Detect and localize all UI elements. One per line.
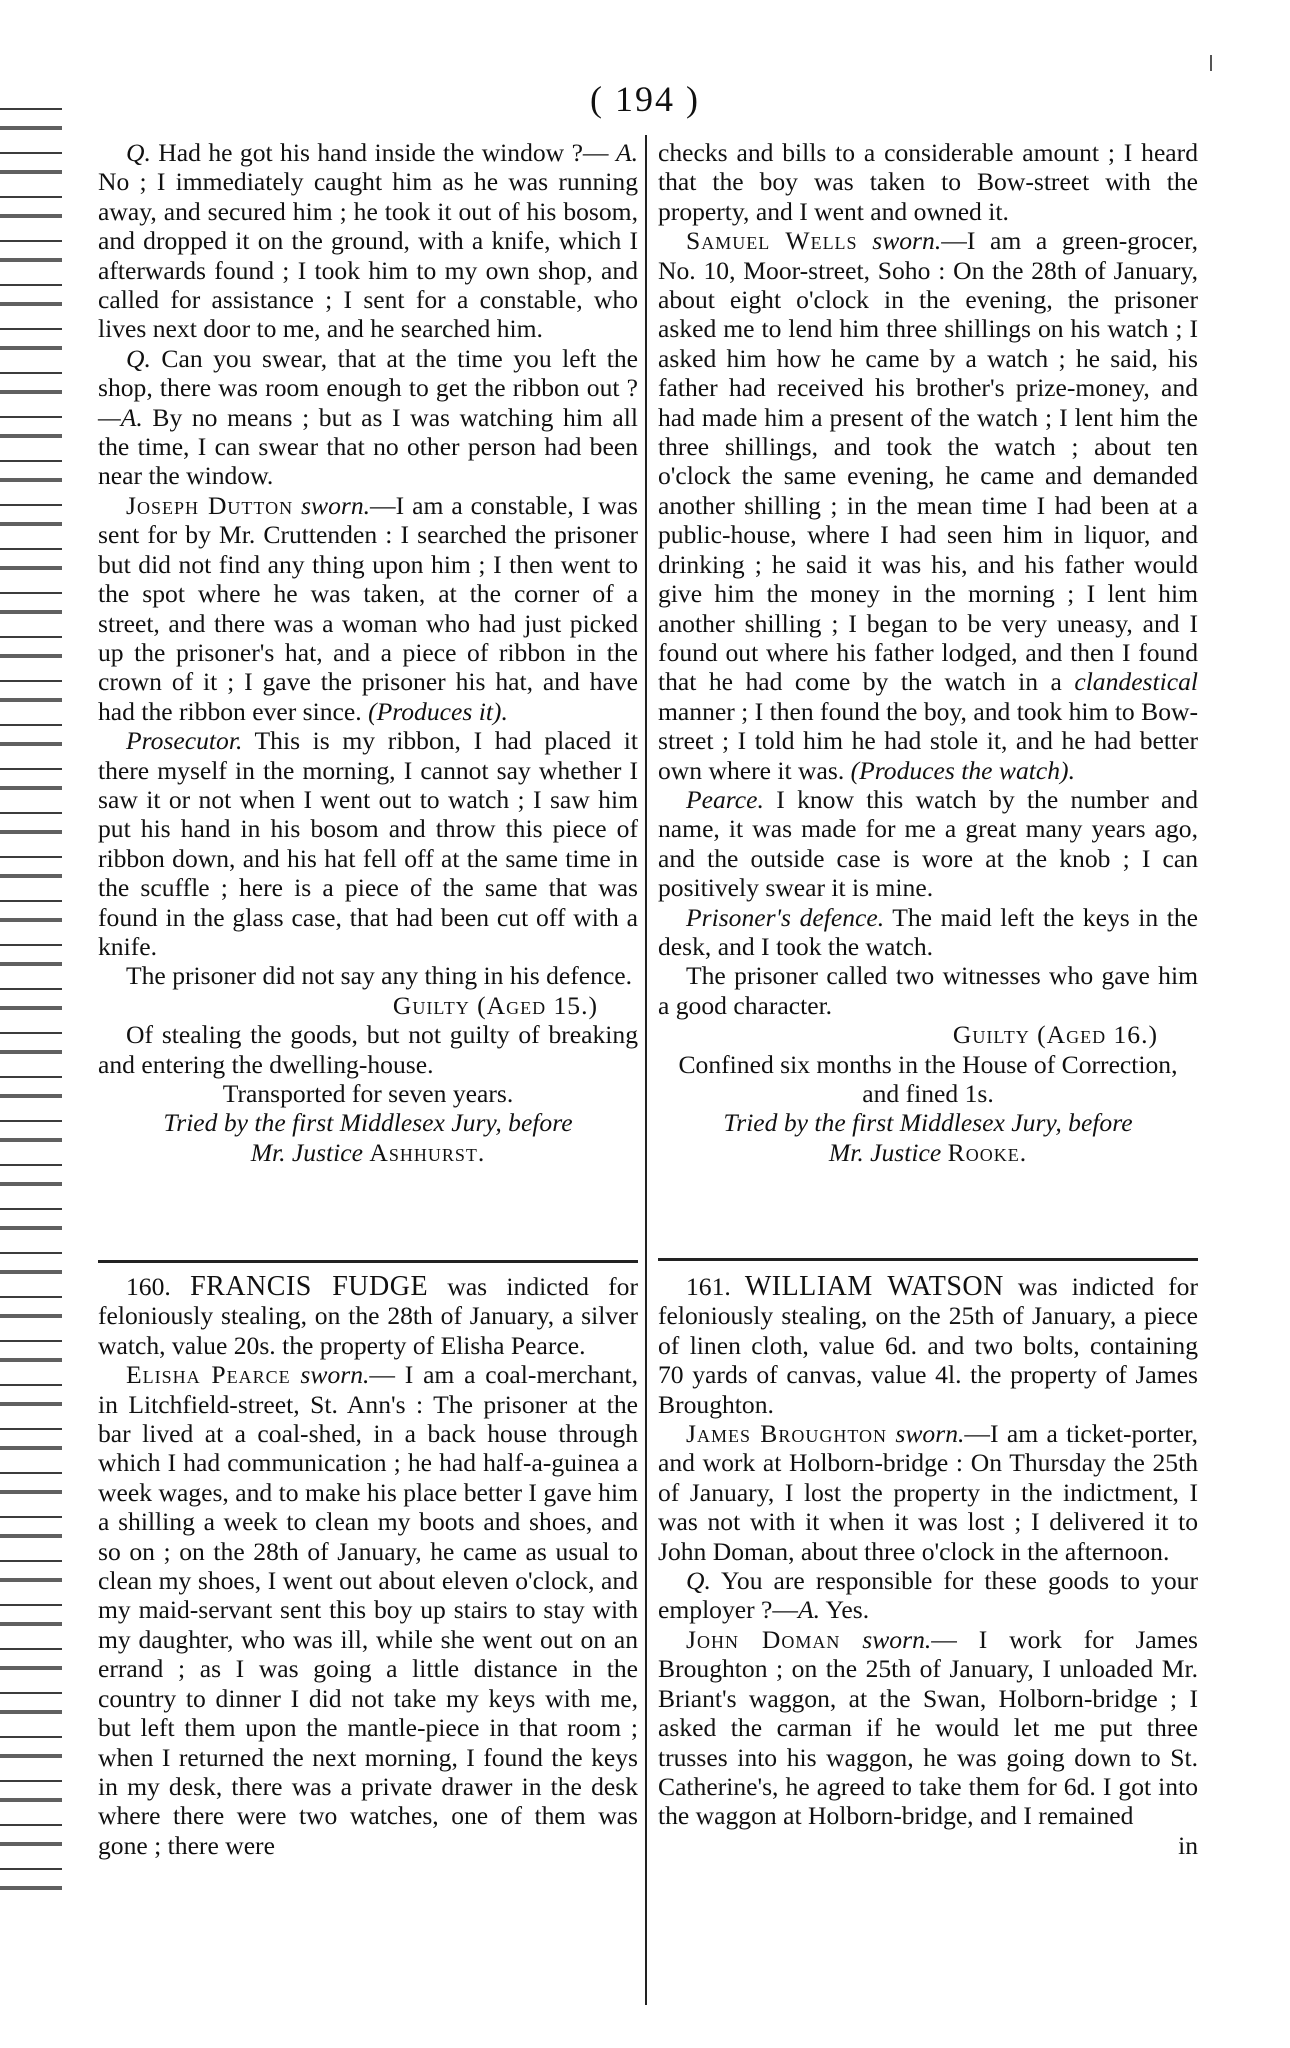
left-column-top [98,138,638,1167]
sentence: Transported for seven years. [222,1079,514,1108]
testimony-pearce: Elisha Pearce sworn.— I am a coal-merchant, in Litchfield-street, St. Ann's : The prisoner at the bar lived at a coal-shed, in a back house through which I had communication ; he had half-a-guinea a week wages, and to make his place better I gave him a shilling a week to clean my boots and shoes, and so on ; on the 28th of January, he came as usual to clean my shoes, I went out about eleven o'clock, and my maid-servant sent this boy up stairs to stay with my daughter, who was ill, while she went out on an errand ; as I was going a little distance in the country to dinner I did not take my keys with me, but left them upon the mantle-piece in that room ; when I returned the next morning, I found the keys in my desk, there was a private drawer in the desk where there were two watches, one of them was gone ; there were [98,1360,638,1860]
sentence: Confined six months in the House of Correction, and fined 1s. [678,1049,1178,1108]
tried-by: Tried by the first Middlesex Jury, before [163,1108,573,1138]
defence-statement: The prisoner did not say any thing in his defence. [126,961,633,991]
verdict: Guilty (Aged 16.) [952,1020,1158,1050]
testimony-broughton: James Broughton sworn.—I am a ticket-porter, and work at Holborn-bridge : On Thursday the 25th of January, I lost the property in the indictment, I was not with it when it was lost ; I delivered it to John Doman, about three o'clock in the afternoon. [658,1419,1199,1566]
column-divider [645,135,647,2005]
justice: Mr. Justice Ashhurst. [250,1137,486,1167]
question-answer-2: Q. Can you swear, that at the time you left the shop, there was room enough to get the ribbon out ? —A. By no means ; but as I was watching him all the time, I can swear that no other person had been near the window. [98,343,638,491]
justice: Mr. Justice Rooke. [828,1137,1028,1167]
case-161-heading: 161. WILLIAM WATSON was indicted for feloniously stealing, on the 25th of January, a piece of linen cloth, value 6d. and two bolts, containing 70 yards of canvas, value 4l. the property of James Broughton. [658,1271,1198,1419]
catchword: in [1178,1830,1198,1860]
witness-name: James Broughton [686,1419,888,1449]
page-number: ( 194 ) [590,79,700,119]
witness-name: Elisha Pearce [126,1360,291,1390]
right-column-bottom [658,1272,1198,1860]
witness-name: Joseph Dutton [126,490,294,520]
case-separator-right [658,1258,1198,1261]
witness-name: John Doman [686,1624,841,1654]
verdict: Guilty (Aged 15.) [392,990,598,1020]
witness-name: Samuel Wells [686,226,858,256]
testimony-doman: John Doman sworn.— I work for James Broughton ; on the 25th of January, I unloaded Mr. Briant's waggon, at the Swan, Holborn-bridge ; I asked the carman if he would let me put three trusses into his waggon, he was going down to St. Catherine's, he agreed to take them for 6d. I got into the waggon at Holborn-bridge, and I remained [658,1624,1199,1831]
question-answer-1: Q. Had he got his hand inside the window ?— A. No ; I immediately caught him as he was running away, and secured him ; he took it out of his bosom, and dropped it on the ground, with a knife, which I afterwards found ; I took him to my own shop, and called for assistance ; I sent for a constable, who lives next door to me, and he searched him. [98,138,638,344]
defendant-name: WILLIAM WATSON [744,1271,1004,1302]
left-column-bottom [98,1272,638,1860]
case-separator-left [98,1260,638,1263]
testimony-dutton: Joseph Dutton sworn.—I am a constable, I was sent for by Mr. Cruttenden : I searched the prisoner but did not find any thing upon him ; I then went to the spot where he was taken, at the corner of a street, and there was a woman who had just picked up the prisoner's hat, and a piece of ribbon in the crown of it ; I gave the prisoner his hat, and have had the ribbon ever since. (Produces it). [98,490,638,726]
testimony-pearce-2: Pearce. I know this watch by the number and name, it was made for me a great many years ago, and the outside case is wore at the knob ; I can positively swear it is mine. [658,784,1198,903]
margin-mark [1210,55,1212,71]
right-column-top [658,138,1198,1167]
case-160-heading: 160. FRANCIS FUDGE was indicted for feloniously stealing, on the 28th of January, a silver watch, value 20s. the property of Elisha Pearce. [98,1271,638,1360]
testimony-wells: Samuel Wells sworn.—I am a green-grocer, No. 10, Moor-street, Soho : On the 28th of January, about eight o'clock in the evening, the prisoner asked me to lend him three shillings on his watch ; I asked him how he came by a watch ; he said, his father had received his brother's prize-money, and had made him a present of the watch ; I lent him the three shillings, and took the watch ; about ten o'clock the same evening, he came and demanded another shilling ; in the mean time I had been at a public-house, where I had seen him in liquor, and drinking ; he said it was his, and his father would give him the money in the morning ; I lent him another shilling ; I began to be very uneasy, and I found out where his father lodged, and then I found that he had come by the watch in a clandestical manner ; I then found the boy, and took him to Bow-street ; I told him he had stole it, and he had better own where it was. (Produces the watch). [658,226,1198,785]
prisoner-defence: Prisoner's defence. The maid left the keys in the desk, and I took the watch. [658,902,1198,961]
verdict-note: Of stealing the goods, but not guilty of breaking and entering the dwelling-house. [98,1020,638,1079]
scanned-margin-edge [0,100,62,1890]
tried-by: Tried by the first Middlesex Jury, before [723,1108,1133,1138]
question-answer-3: Q. You are responsible for these goods to your employer ?—A. Yes. [658,1566,1198,1625]
continuation-text: checks and bills to a considerable amount ; I heard that the boy was taken to Bow-street with the property, and I went and owned it. [658,138,1198,226]
defendant-name: FRANCIS FUDGE [190,1271,429,1302]
testimony-prosecutor: Prosecutor. This is my ribbon, I had placed it there myself in the morning, I cannot say whether I saw it or not when I went out to watch ; I saw him put his hand in his bosom and throw this piece of ribbon down, and his hat fell off at the same time in the scuffle ; here is a piece of the same that was found in the glass case, that had been cut off with a knife. [98,726,638,961]
witnesses-note: The prisoner called two witnesses who gave him a good character. [658,961,1198,1020]
